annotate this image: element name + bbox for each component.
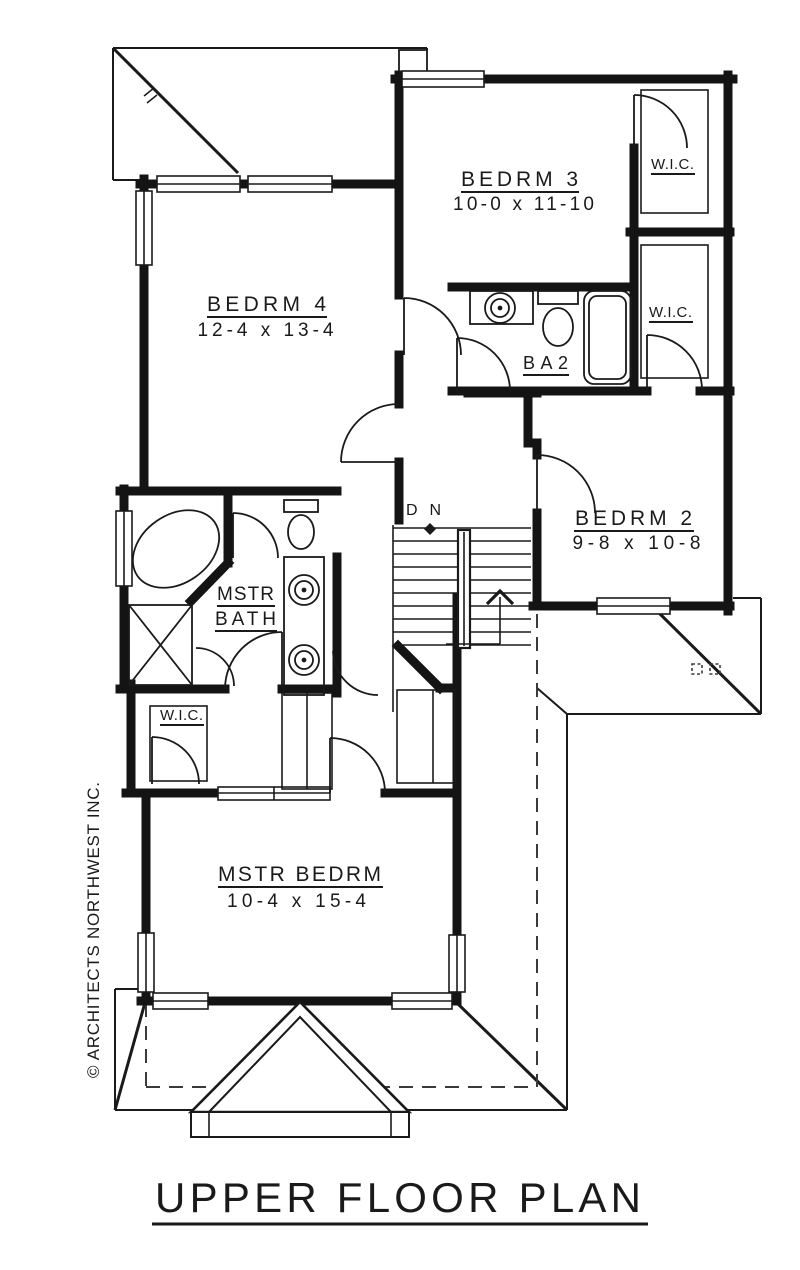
front-gable: [191, 1002, 409, 1137]
bedrm2-dims: 9-8 x 10-8: [572, 533, 702, 554]
wic-top-shelf: [641, 90, 708, 213]
staircase: [393, 523, 531, 783]
bedrm3-dims: 10-0 x 11-10: [453, 194, 595, 215]
window-mstr-left: [138, 933, 154, 992]
mstr-sink-2-icon: [289, 645, 319, 675]
copyright-text: © ARCHITECTS NORTHWEST INC.: [84, 780, 103, 1078]
stair-handrail: [458, 530, 470, 648]
door-bedrm3: [404, 298, 461, 355]
window-bedrm4-top-2: [248, 176, 332, 192]
door-toilet-room: [233, 513, 278, 558]
window-bedrm2-bottom: [597, 598, 670, 614]
mstr-bath-label-1: MSTR: [217, 584, 275, 605]
door-bedrm4: [341, 404, 399, 462]
window-bedrm4-left: [136, 191, 152, 265]
door-swings: [152, 95, 702, 793]
bedrm4-dims: 12-4 x 13-4: [197, 320, 335, 341]
window-bedrm3-top: [402, 71, 484, 87]
door-wic-mstr: [152, 737, 199, 784]
window-bedrm4-top-1: [157, 176, 240, 192]
wic-top-label: W.I.C.: [651, 156, 695, 173]
wic-mstr-label: W.I.C.: [160, 707, 204, 724]
ba2-tub-icon: [584, 291, 631, 384]
bedrm3-label: BEDRM 3: [461, 168, 579, 191]
ba2-label: BA2: [523, 353, 569, 373]
window-mstr-right: [449, 935, 465, 992]
window-mstr-bottom-2: [392, 993, 452, 1009]
window-mstr-bottom-1: [153, 993, 208, 1009]
door-bedrm2: [537, 455, 595, 513]
mstr-sink-1-icon: [289, 575, 319, 605]
mstr-shower-icon: [129, 605, 192, 685]
wic-mid-label: W.I.C.: [649, 304, 693, 321]
window-bath-left: [116, 511, 132, 586]
dn-marker-icon: [424, 523, 436, 535]
door-wic-mid: [647, 335, 702, 390]
ba2-toilet-icon: [538, 291, 578, 346]
under-stair-closet: [397, 690, 455, 783]
door-mstr-bedrm: [330, 738, 385, 793]
mstr-bedrm-dims: 10-4 x 15-4: [227, 891, 367, 912]
door-ba2: [457, 338, 510, 391]
door-wic-top: [634, 95, 687, 148]
mstr-bedrm-label: MSTR BEDRM: [218, 863, 382, 886]
linen-closet: [282, 693, 332, 789]
mstr-bath-label-2: BATH: [215, 609, 277, 630]
bedrm2-label: BEDRM 2: [575, 507, 693, 530]
mstr-toilet-icon: [284, 500, 318, 549]
stairs-dn-label: DN: [406, 502, 442, 519]
plan-title: UPPER FLOOR PLAN: [155, 1174, 645, 1221]
bedrm4-label: BEDRM 4: [207, 293, 327, 316]
